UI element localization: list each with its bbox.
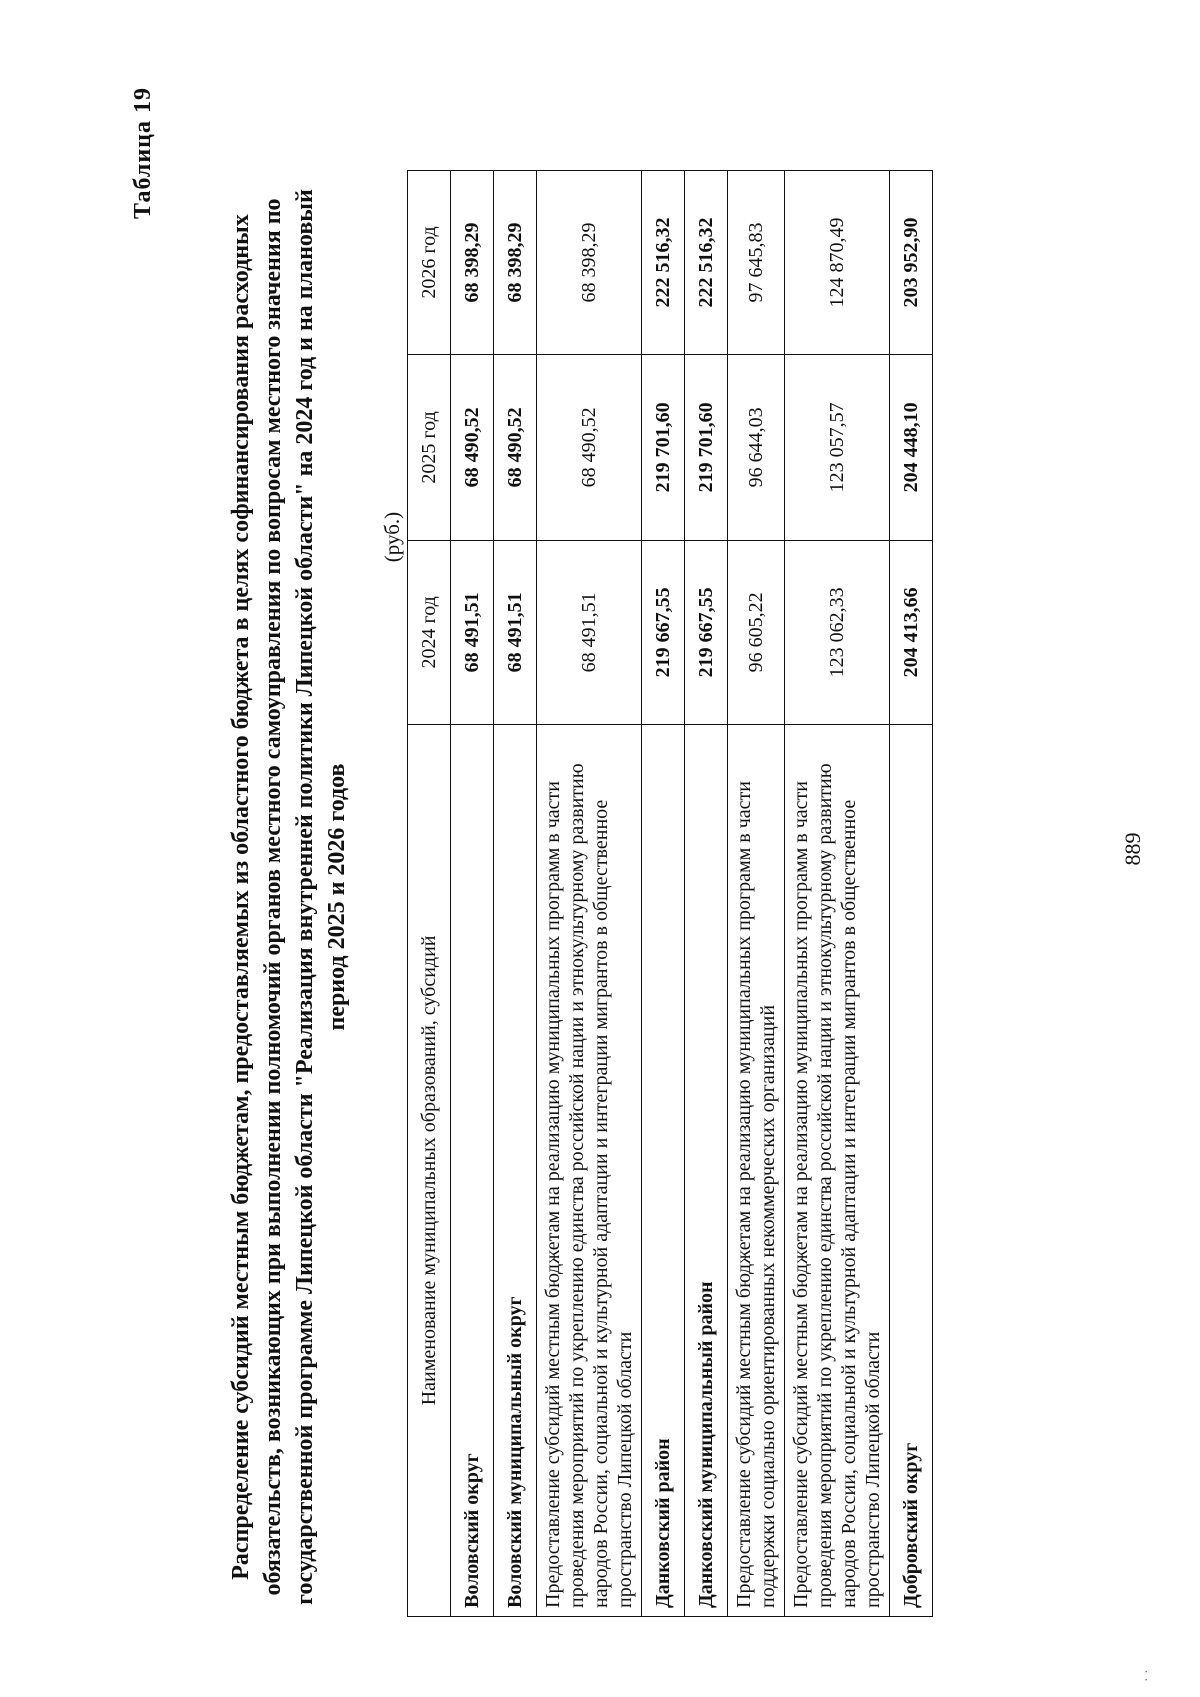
row-2025: 123 057,57: [785, 354, 890, 540]
row-name: Предоставление субсидий местным бюджетам на реализацию муниципальных программ в части проведения мероприятий по укреплению единства российской нации и этнокультурному развитию народов России, социальной и культурной адаптации и интеграции мигрантов в общественное пространство Липецкой области: [537, 724, 642, 1616]
table-number: Таблица 19: [130, 87, 156, 219]
row-2026: 68 398,29: [451, 171, 494, 355]
header-2025: 2025 год: [408, 354, 451, 540]
table-header-row: [408, 171, 451, 1617]
row-name: Воловский муниципальный округ: [494, 724, 537, 1616]
table-row: [685, 171, 728, 1617]
row-2025: 204 448,10: [890, 354, 933, 540]
row-2025: 68 490,52: [537, 354, 642, 540]
row-2024: 219 667,55: [685, 540, 728, 724]
row-2024: 123 062,33: [785, 540, 890, 724]
table-row: [494, 171, 537, 1617]
page-number: 889: [1120, 832, 1145, 866]
row-name: Данковский район: [642, 724, 685, 1616]
row-2026: 124 870,49: [785, 171, 890, 355]
document-title: Распределение субсидий местным бюджетам, предоставляемых из областного бюджета в целях софинансирования расходных обязательств, возникающих при выполнении полномочий органов местного самоуправления по вопросам местного значения по государственной программе Липецкой области "Реализация внутренней политики Липецкой области" на 2024 год и на плановый период 2025 и 2026 годов: [228, 189, 350, 1605]
row-2024: 68 491,51: [451, 540, 494, 724]
row-name: Данковский муниципальный район: [685, 724, 728, 1616]
table-row: [537, 171, 642, 1617]
header-name: Наименование муниципальных образований, субсидий: [408, 724, 451, 1616]
scan-edge-mark: · ·: [1140, 1669, 1155, 1682]
row-2026: 68 398,29: [494, 171, 537, 355]
table-row: [785, 171, 890, 1617]
table-row: [728, 171, 785, 1617]
row-2026: 97 645,83: [728, 171, 785, 355]
row-2025: 96 644,03: [728, 354, 785, 540]
row-name: Воловский округ: [451, 724, 494, 1616]
row-name: Предоставление субсидий местным бюджетам на реализацию муниципальных программ в части проведения мероприятий по укреплению единства российской нации и этнокультурному развитию народов России, социальной и культурной адаптации и интеграции мигрантов в общественное пространство Липецкой области: [785, 724, 890, 1616]
row-2024: 219 667,55: [642, 540, 685, 724]
row-2025: 68 490,52: [494, 354, 537, 540]
row-2025: 68 490,52: [451, 354, 494, 540]
row-2024: 68 491,51: [494, 540, 537, 724]
row-2026: 203 952,90: [890, 171, 933, 355]
row-2024: 96 605,22: [728, 540, 785, 724]
row-2026: 222 516,32: [685, 171, 728, 355]
table-row: [451, 171, 494, 1617]
row-2024: 204 413,66: [890, 540, 933, 724]
subsidy-table: [407, 170, 933, 1617]
row-2024: 68 491,51: [537, 540, 642, 724]
row-2025: 219 701,60: [642, 354, 685, 540]
header-2026: 2026 год: [408, 171, 451, 355]
row-2026: 68 398,29: [537, 171, 642, 355]
row-name: Предоставление субсидий местным бюджетам на реализацию муниципальных программ в части поддержки социально ориентированных некоммерческих организаций: [728, 724, 785, 1616]
row-2026: 222 516,32: [642, 171, 685, 355]
header-2024: 2024 год: [408, 540, 451, 724]
table-row: [642, 171, 685, 1617]
row-2025: 219 701,60: [685, 354, 728, 540]
row-name: Добровский округ: [890, 724, 933, 1616]
currency-unit: (руб.): [380, 511, 404, 563]
table-row: [890, 171, 933, 1617]
